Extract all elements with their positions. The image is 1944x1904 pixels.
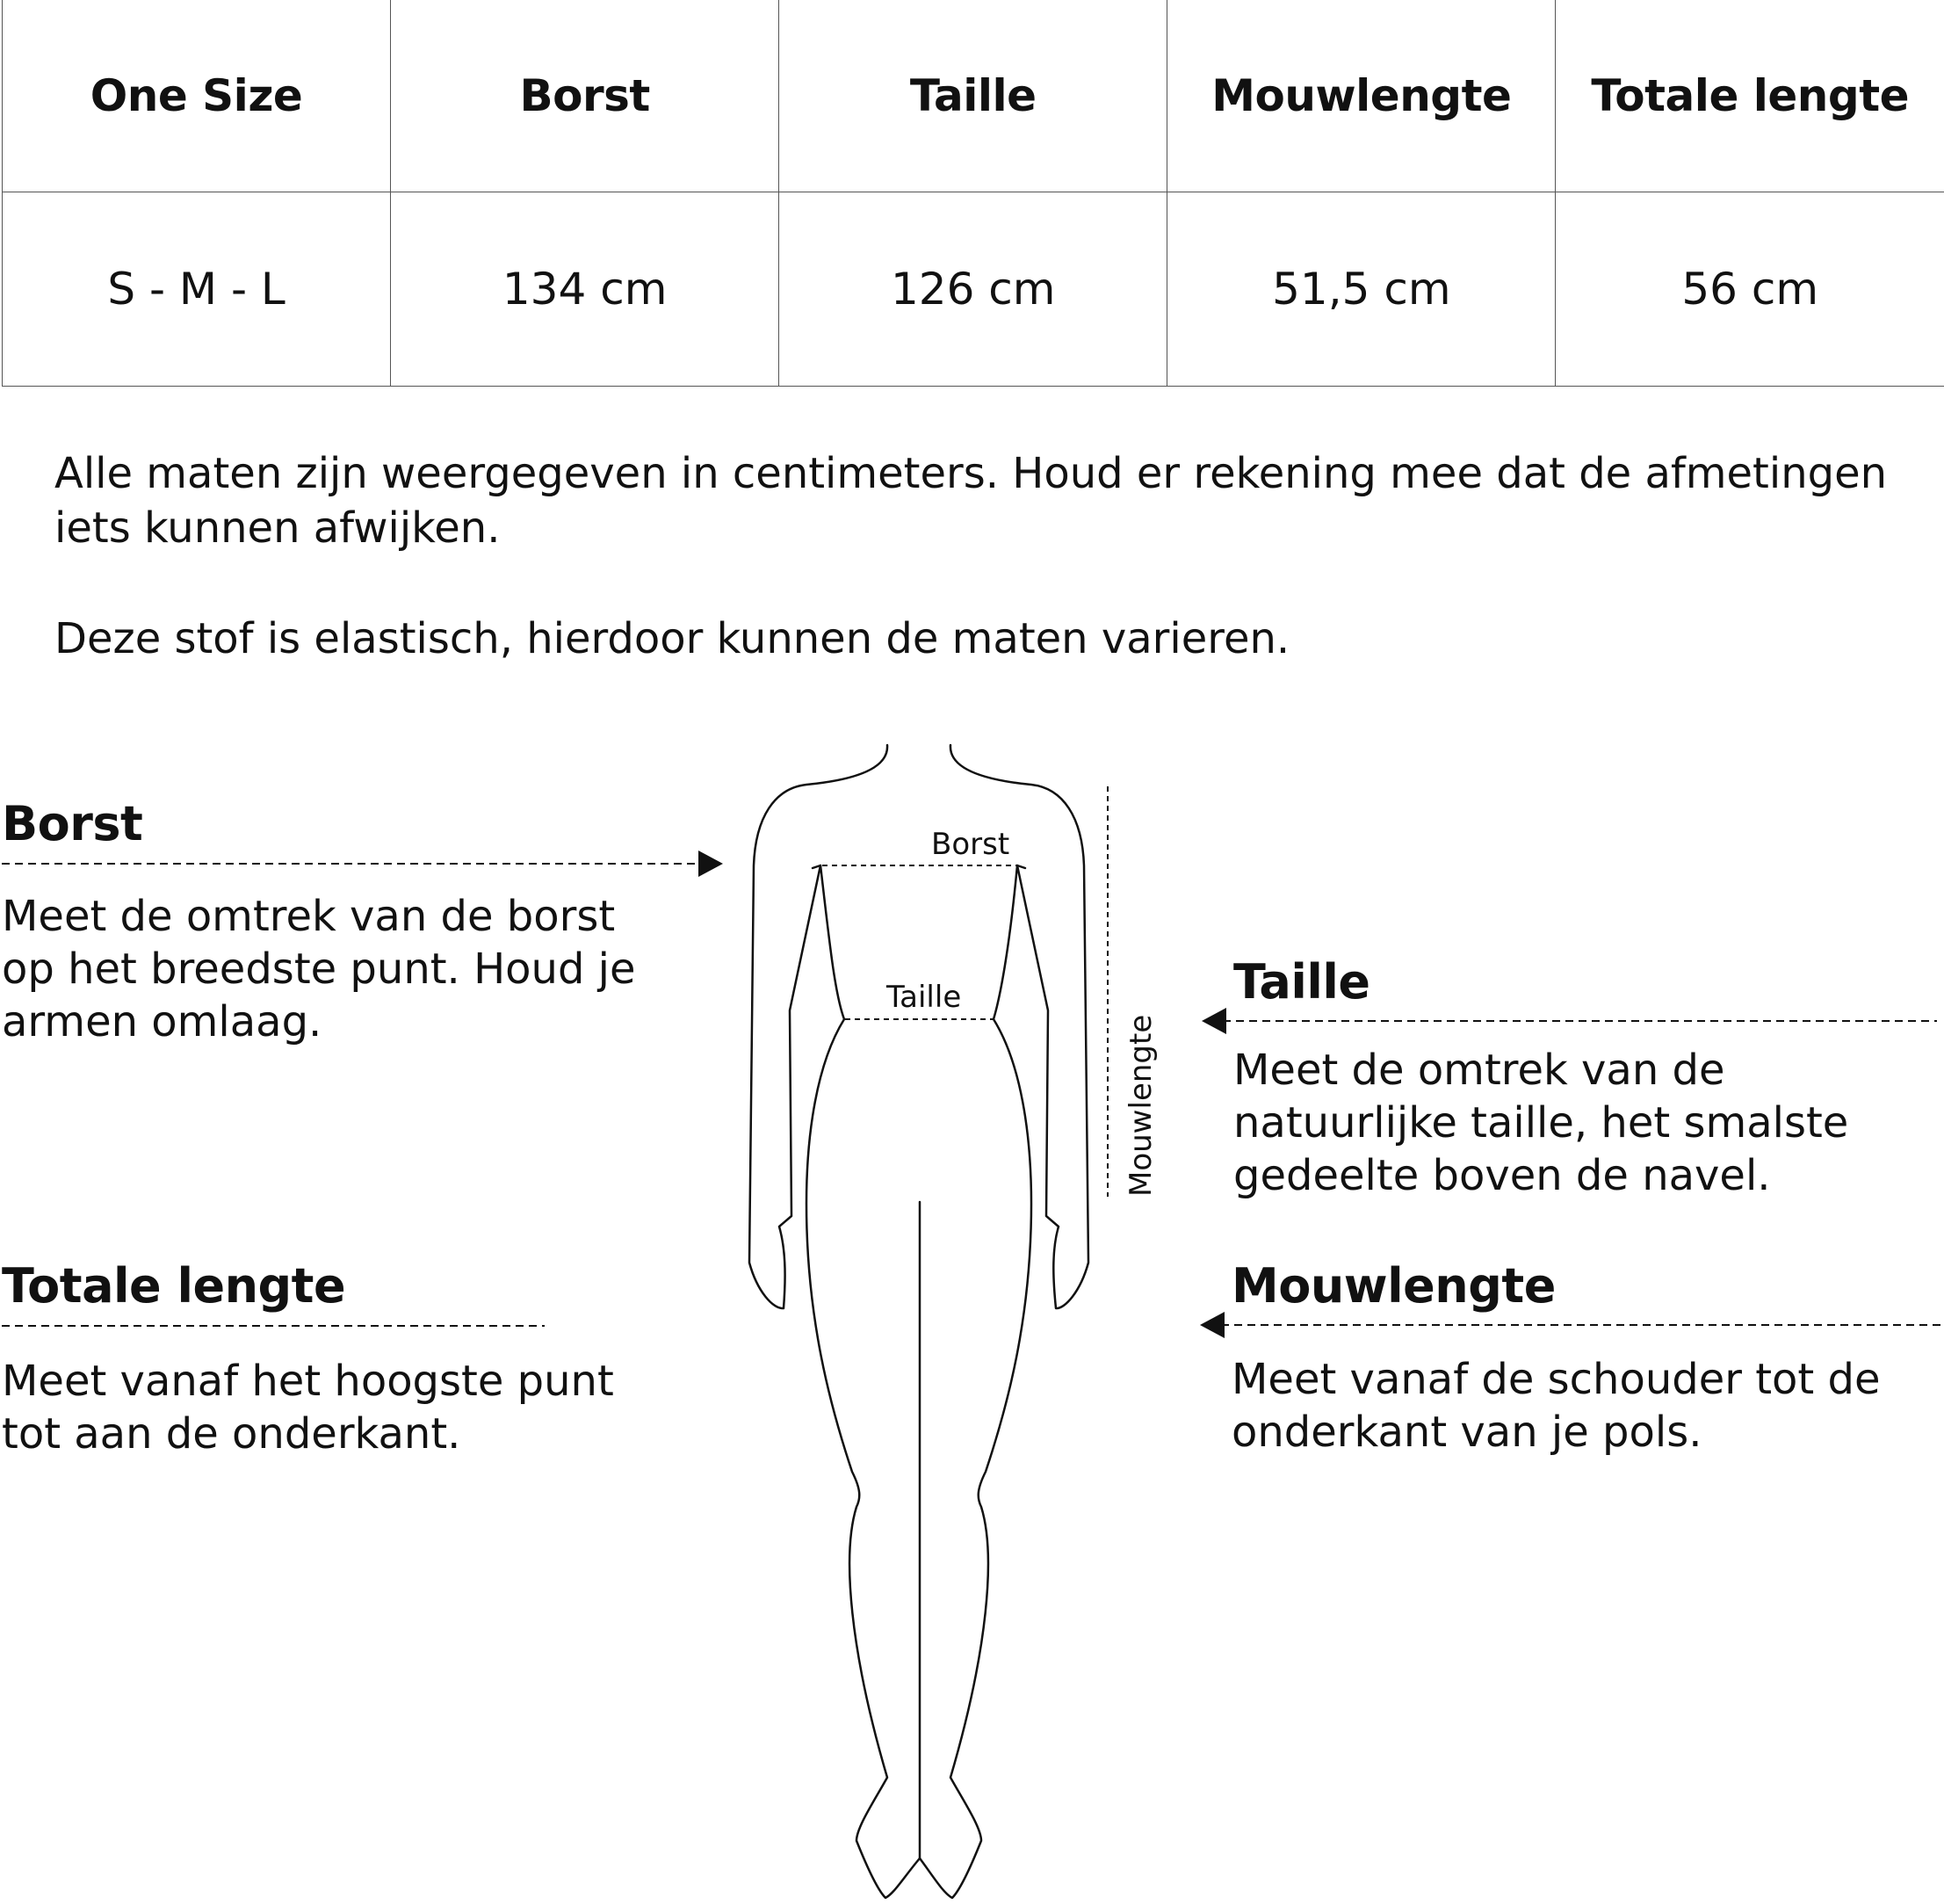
- table-header-cell: Totale lengte: [1556, 0, 1944, 192]
- totale-lengte-line: tot aan de onderkant.: [2, 1409, 461, 1459]
- figure-label-borst: Borst: [931, 827, 1010, 862]
- mouwlengte-line: onderkant van je pols.: [1232, 1408, 1702, 1457]
- borst-line: armen omlaag.: [2, 997, 322, 1046]
- table-row: [3, 192, 1944, 387]
- totale-lengte-heading: Totale lengte: [2, 1258, 346, 1314]
- taille-heading: Taille: [1233, 954, 1370, 1010]
- arrow-left-icon: [1200, 1312, 1225, 1338]
- table-header-row: [3, 0, 1944, 192]
- measure-note: Alle maten zijn weergegeven in centimeters. Houd er rekening mee dat de afmetingen iets kunnen afwijken.: [54, 449, 1888, 553]
- size-table: [2, 0, 1944, 387]
- borst-heading: Borst: [2, 796, 143, 851]
- table-cell: 126 cm: [779, 192, 1167, 387]
- table-cell: 56 cm: [1556, 192, 1944, 387]
- measurement-figure: [0, 720, 1944, 1904]
- fabric-note: Deze stof is elastisch, hierdoor kunnen de maten varieren.: [54, 614, 1290, 663]
- table-cell: 134 cm: [391, 192, 779, 387]
- table-cell: 51,5 cm: [1167, 192, 1556, 387]
- arrow-right-icon: [698, 851, 723, 877]
- table-header-cell: Mouwlengte: [1167, 0, 1556, 192]
- borst-line: Meet de omtrek van de borst: [2, 892, 616, 941]
- borst-line: op het breedste punt. Houd je: [2, 945, 636, 994]
- figure-label-taille: Taille: [886, 980, 962, 1015]
- taille-line: Meet de omtrek van de: [1233, 1046, 1725, 1095]
- table-header-cell: Taille: [779, 0, 1167, 192]
- figure-label-mouwlengte: Mouwlengte: [1124, 1014, 1159, 1197]
- table-header-cell: Borst: [391, 0, 779, 192]
- arrow-left-icon: [1202, 1008, 1226, 1034]
- taille-line: gedeelte boven de navel.: [1233, 1151, 1771, 1200]
- body-silhouette-icon: [749, 745, 1088, 1898]
- totale-lengte-line: Meet vanaf het hoogste punt: [2, 1357, 614, 1406]
- table-header-cell: One Size: [3, 0, 391, 192]
- taille-line: natuurlijke taille, het smalste: [1233, 1098, 1849, 1147]
- mouwlengte-heading: Mouwlengte: [1232, 1258, 1556, 1314]
- mouwlengte-line: Meet vanaf de schouder tot de: [1232, 1355, 1881, 1404]
- table-cell: S - M - L: [3, 192, 391, 387]
